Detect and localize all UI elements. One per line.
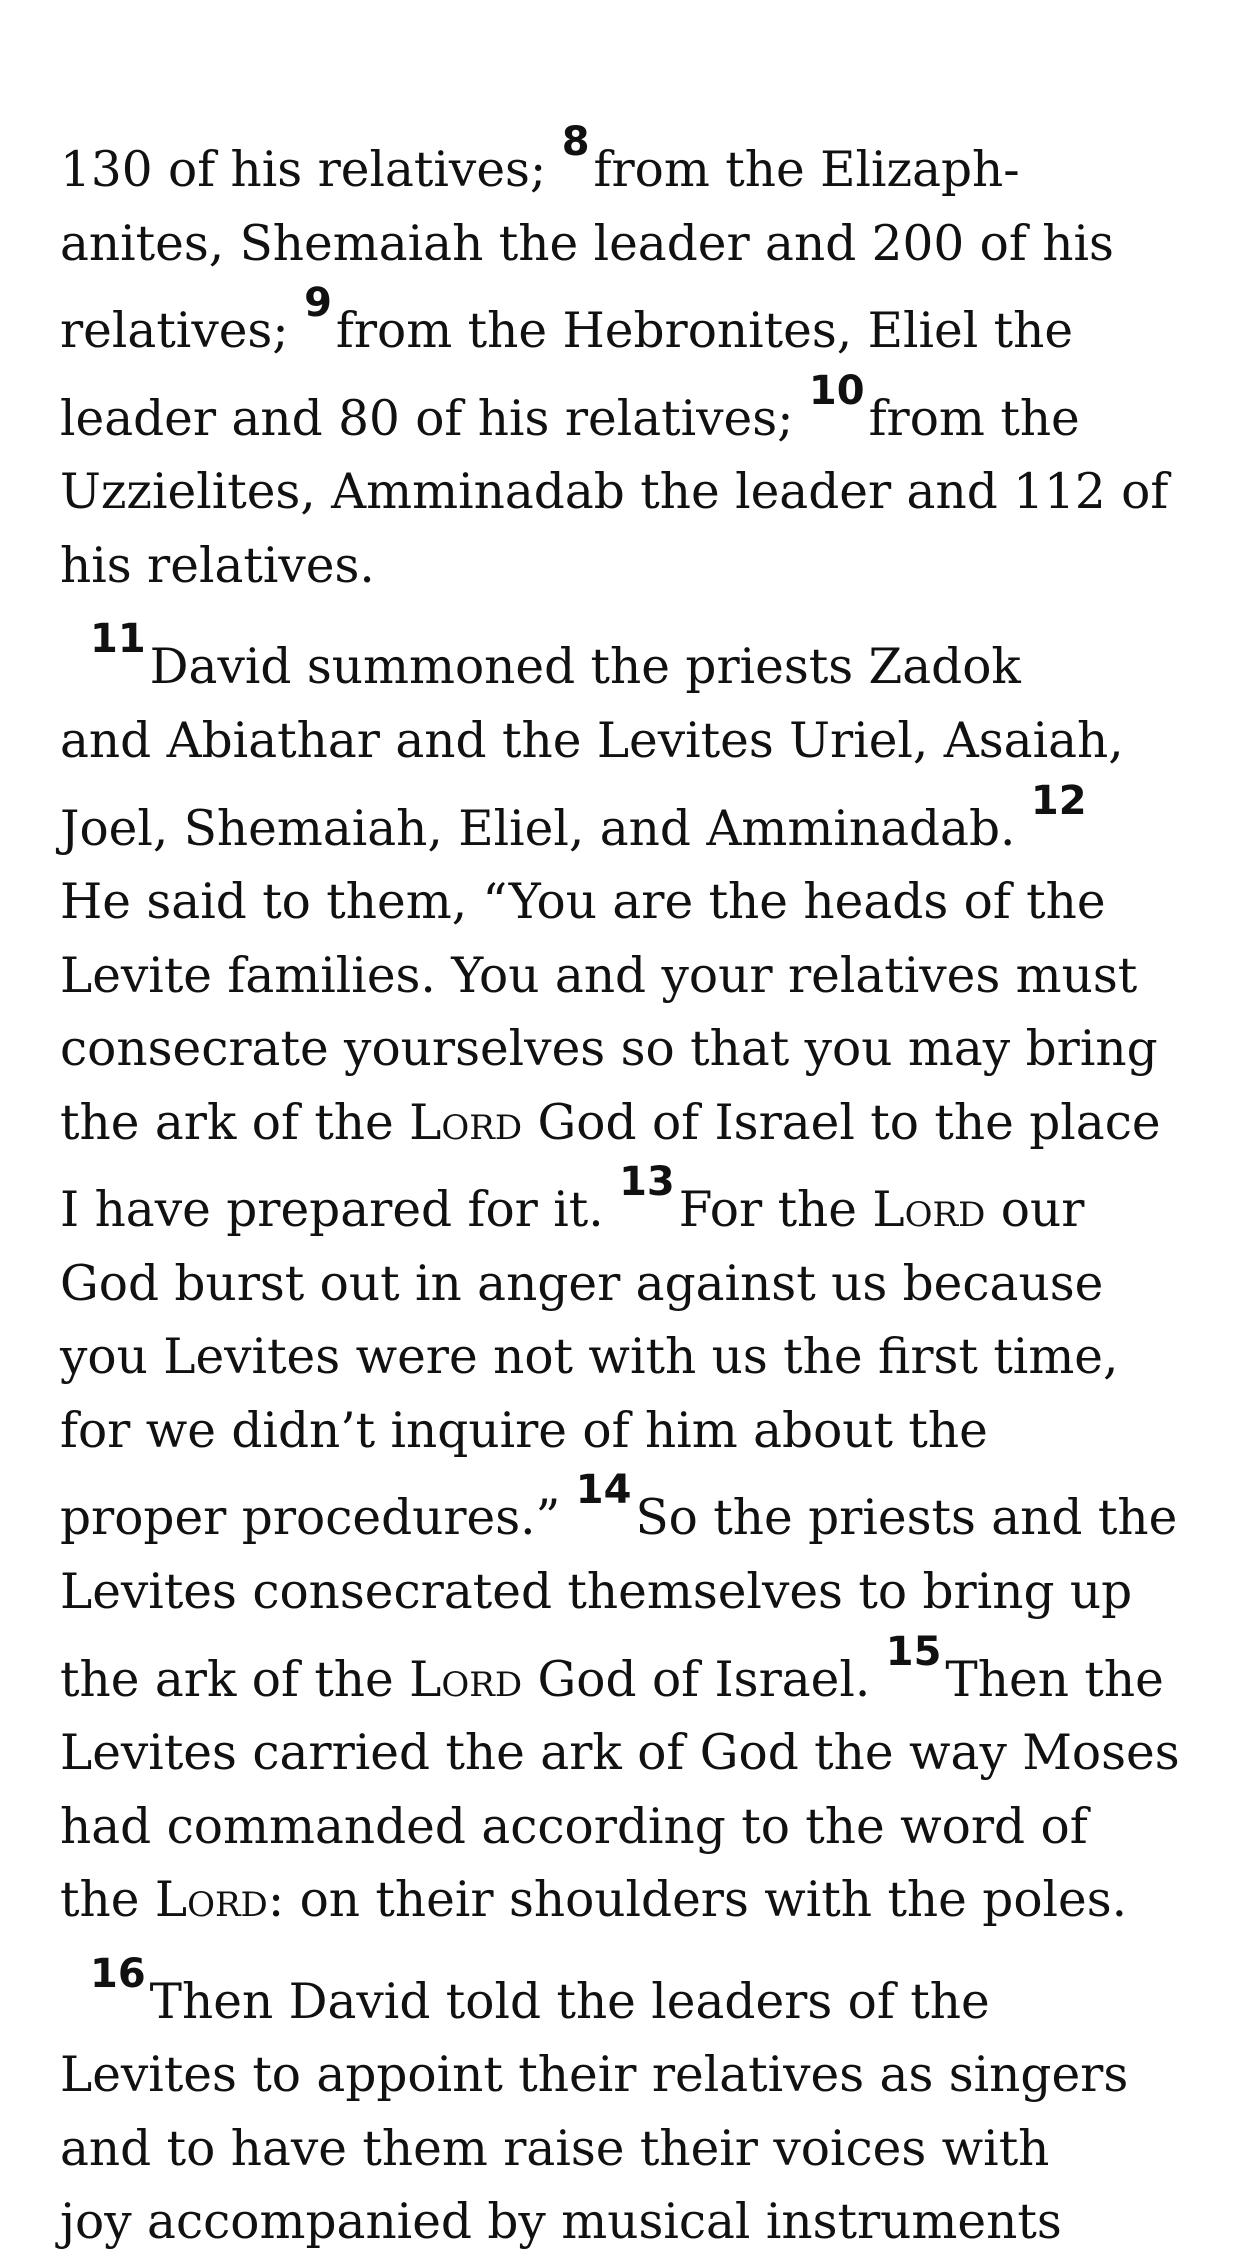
verse-text: Then David told the leaders of the (149, 1973, 990, 2030)
text-line: and Abiathar and the Levites Uriel, Asaiah, (60, 713, 1124, 770)
text-line: Levite families. You and your relatives must (60, 947, 1138, 1004)
verse-text: : on their shoulders with the poles. (267, 1872, 1128, 1929)
divine-name: Lord (154, 1872, 268, 1929)
verse-text: So the priests and the (635, 1490, 1178, 1547)
text-line (60, 281, 1210, 369)
verse-text: the ark of the (60, 1094, 394, 1151)
divine-name: Lord (409, 1094, 523, 1151)
text-line: joy accompanied by musical instruments (60, 2194, 1062, 2251)
verse-number-8[interactable]: 8 (561, 119, 590, 165)
verse-text: David summoned the priests Zadok (149, 639, 1021, 696)
text-line: consecrate yourselves so that you may bring (60, 1021, 1158, 1078)
text-line (60, 1160, 1210, 1248)
verse-text: the (60, 1872, 140, 1929)
text-line: you Levites were not with us the first time, (60, 1329, 1119, 1386)
verse-text: our (1000, 1182, 1085, 1239)
text-line: Levites consecrated themselves to bring up (60, 1564, 1133, 1621)
verse-text: Then the (945, 1651, 1164, 1708)
verse-number-12[interactable]: 12 (1030, 777, 1087, 824)
verse-number-11[interactable]: 11 (90, 616, 146, 663)
text-line: He said to them, “You are the heads of the (60, 874, 1106, 931)
paragraph-verse-16 (60, 1952, 1210, 2260)
text-line (60, 1468, 1210, 1556)
verse-text: I have prepared for it. (60, 1182, 604, 1239)
verse-number-9[interactable]: 9 (304, 280, 332, 327)
verse-text: from the (868, 390, 1080, 447)
verse-text: leader and 80 of his relatives; (60, 390, 794, 447)
text-line: God burst out in anger against us because (60, 1255, 1104, 1312)
text-line: had commanded according to the word of (60, 1798, 1088, 1855)
verse-number-13[interactable]: 13 (619, 1159, 675, 1206)
verse-text: relatives; (60, 303, 289, 360)
verse-text: 130 of his relatives; (60, 142, 547, 199)
text-line (60, 1087, 1210, 1161)
divine-name: Lord (409, 1651, 523, 1708)
text-line (60, 369, 1210, 457)
text-line (60, 120, 1210, 208)
text-line: Uzzielites, Amminadab the leader and 112 of (60, 464, 1169, 521)
verse-number-16[interactable]: 16 (90, 1950, 146, 1997)
verse-text: from the Elizaph- (593, 142, 1020, 199)
verse-number-10[interactable]: 10 (808, 367, 865, 414)
verse-text: Joel, Shemaiah, Eliel, and Amminadab. (60, 800, 1016, 857)
verse-text: For the (678, 1182, 857, 1239)
text-line: Levites to appoint their relatives as singers (60, 2047, 1129, 2104)
verse-text: from the Hebronites, Eliel the (335, 303, 1074, 360)
paragraph-verses-7-10 (60, 120, 1210, 603)
verse-text: proper procedures.” (60, 1490, 561, 1547)
verse-number-15[interactable]: 15 (885, 1628, 942, 1675)
text-line (60, 1864, 1210, 1938)
verse-number-14[interactable]: 14 (575, 1467, 632, 1514)
text-line: anites, Shemaiah the leader and 200 of his (60, 215, 1114, 272)
text-line (60, 1952, 1210, 2040)
text-line (60, 617, 1210, 705)
paragraph-verses-11-15 (60, 617, 1210, 1937)
divine-name: Lord (872, 1182, 986, 1239)
text-line: his relatives. (60, 537, 375, 594)
verse-text: the ark of the (60, 1651, 394, 1708)
verse-text: God of Israel to the place (537, 1094, 1161, 1151)
text-line (60, 779, 1210, 867)
reading-pane[interactable] (60, 120, 1210, 2260)
text-line (60, 1630, 1210, 1718)
text-line: and to have them raise their voices with (60, 2120, 1050, 2177)
verse-text: God of Israel. (537, 1651, 871, 1708)
text-line: Levites carried the ark of God the way Moses (60, 1725, 1180, 1782)
text-line: for we didn’t inquire of him about the (60, 1402, 988, 1459)
